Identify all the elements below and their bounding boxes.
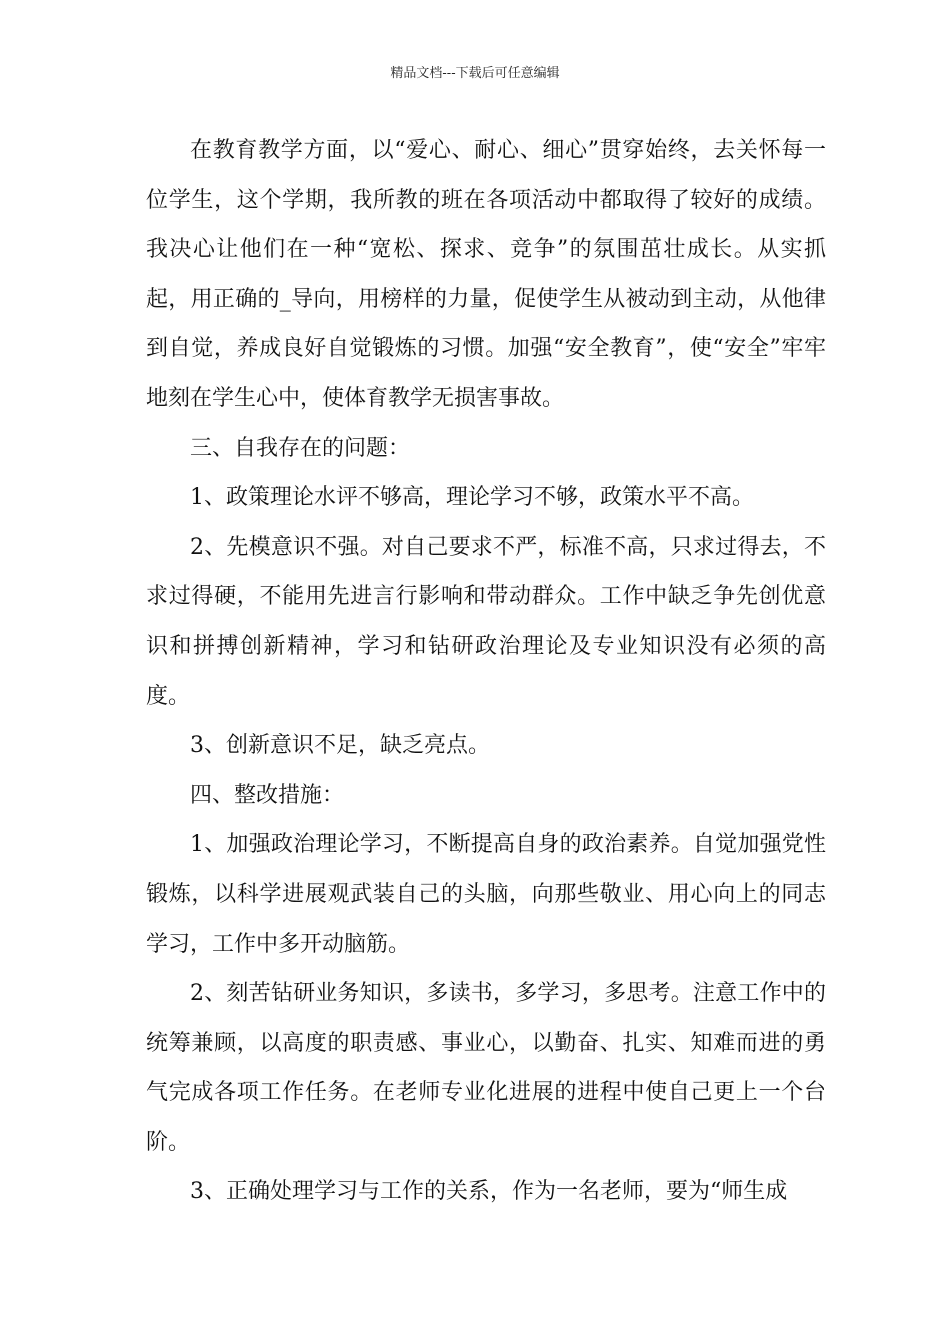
paragraph-problem-1: 1、政策理论水评不够高，理论学习不够，政策水平不高。	[190, 485, 754, 511]
section-heading-measures: 四、整改措施：	[190, 782, 345, 808]
page-header: 精品文档---下载后可任意编辑	[390, 66, 560, 81]
paragraph-teaching: 在教育教学方面，以“爱心、耐心、细心”贯穿始终，去关怀每一位学生，这个学期，我所教的班在各项活动中都取得了较好的成绩。我决心让他们在一种“宽松、探求、竞争”的氛围茁壮成长。从实抓起，用正确的_导向，用榜样的力量，促使学生从被动到主动，从他律到自觉，养成良好自觉锻炼的习惯。加强“安全教育”，使“安全”牢牢地刻在学生心中，使体育教学无损害事故。	[146, 138, 826, 411]
paragraph-measure-1: 1、加强政治理论学习，不断提高自身的政治素养。自觉加强党性锻炼，以科学进展观武装自己的头脑，向那些敬业、用心向上的同志学习，工作中多开动脑筋。	[146, 832, 826, 957]
document-body	[146, 126, 826, 1217]
section-heading-problems: 三、自我存在的问题：	[190, 435, 411, 461]
paragraph-measure-2: 2、刻苦钻研业务知识，多读书，多学习，多思考。注意工作中的统筹兼顾，以高度的职责感、事业心，以勤奋、扎实、知难而进的勇气完成各项工作任务。在老师专业化进展的进程中使自己更上一个台阶。	[146, 981, 826, 1155]
paragraph-measure-3: 3、正确处理学习与工作的关系，作为一名老师，要为“师生成	[190, 1179, 788, 1205]
paragraph-problem-3: 3、创新意识不足，缺乏亮点。	[190, 733, 490, 759]
paragraph-problem-2: 2、先模意识不强。对自己要求不严，标准不高，只求过得去，不求过得硬，不能用先进言行影响和带动群众。工作中缺乏争先创优意识和拼搏创新精神，学习和钻研政治理论及专业知识没有必须的高度。	[146, 534, 826, 709]
